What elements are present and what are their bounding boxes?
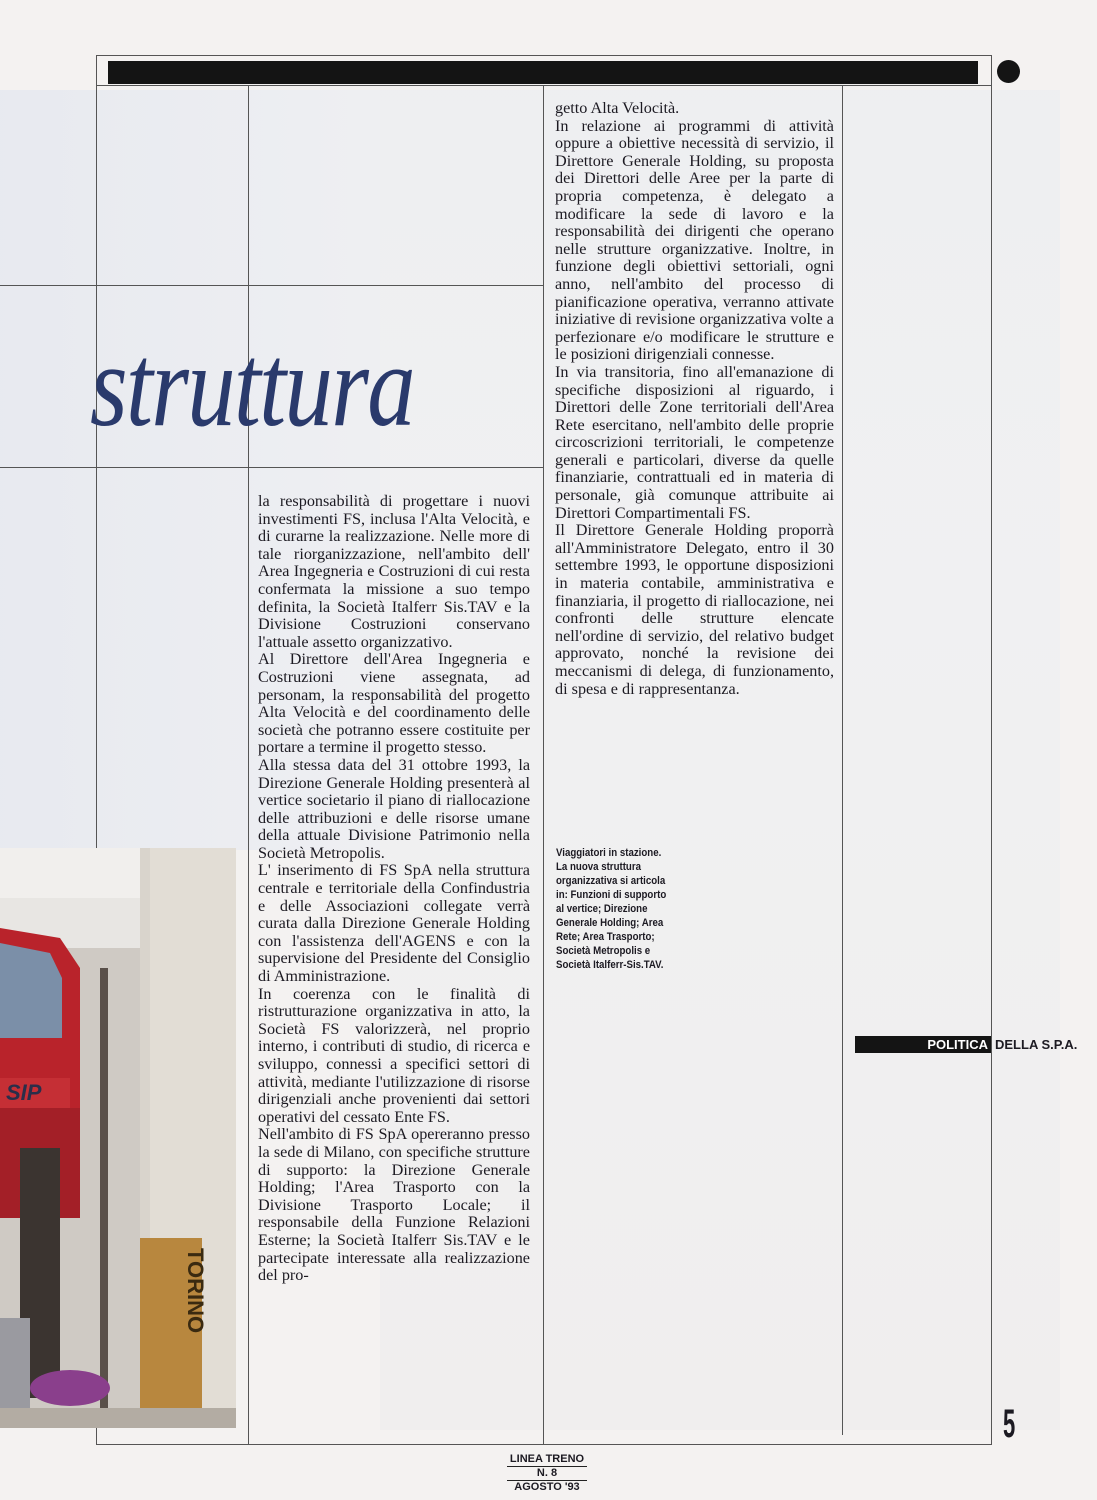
top-black-bar — [108, 61, 978, 84]
grid-line-h-top — [96, 85, 992, 86]
paragraph: In via transitoria, fino all'emanazione di specifiche disposizioni al riguardo, i Direttori delle Zone territoriali dell'Area Rete esercitano, nell'ambito delle proprie circoscrizioni territoriali, le competenze generali e particolari, diverse da quelle finanziarie, contrattuali ed in materia di personale, già comunque attribuite ai Direttori Compartimentali FS. — [555, 362, 834, 522]
footer-masthead — [507, 1453, 587, 1494]
paragraph: L' inserimento di FS SpA nella struttura centrale e territoriale della Confindustria e delle Associazioni collegate verrà curata dalla Direzione Generale Holding con l'assistenza dell'AGENS e con la supervisione del Presidente del Consiglio di Amministrazione. — [258, 861, 530, 986]
paragraph: In coerenza con le finalità di ristrutturazione organizzativa in atto, la Società FS valorizzerà, nel proprio interno, i contributi di studio, di ricerca e sviluppo, connessi a specifici settori di attività, mediante l'utilizzazione di risorse dirigenziali anche provenienti dai settori operativi del cessato Ente FS. — [258, 984, 530, 1126]
article-column-a — [258, 493, 530, 1285]
grid-line-h-upper — [0, 285, 543, 286]
section-tab — [855, 1036, 1092, 1053]
paragraph: Alla stessa data del 31 ottobre 1993, la Direzione Generale Holding presenterà al vertice societario il piano di riallocazione delle attribuzioni e delle risorse umane della attuale Divisione Patrimonio nella Società Metropolis. — [258, 755, 530, 862]
section-tab-rest: DELLA S.P.A. — [995, 1037, 1078, 1052]
paragraph: Il Direttore Generale Holding proporrà all'Amministratore Delegato, entro il 30 settembre 1993, le opportune disposizioni in materia contabile, amministrativa e finanziaria, il progetto di riallocazione, nei confronti delle strutture elencate nell'ordine di servizio, del relativo budget approvato, nonché la revisione dei meccanismi di delega, di funzionamento, di spesa e di rappresentanza. — [555, 521, 834, 698]
article-column-b — [555, 100, 834, 698]
station-photo-art — [0, 848, 236, 1428]
paragraph: Al Direttore dell'Area Ingegneria e Costruzioni viene assegnata, ad personam, la responsabilità del progetto Alta Velocità e del coordinamento delle società che potranno essere costituite per portare a termine il progetto stesso. — [258, 650, 530, 757]
headline: struttura — [90, 320, 415, 451]
photo-caption: Viaggiatori in stazione. La nuova struttura organizzativa si articola in: Funzioni di supporto al vertice; Direzione Generale Holding; Area Rete; Area Trasporto; Società Metropolis e Società Italferr-Sis.TAV. — [556, 847, 667, 971]
grid-line-h-lower — [0, 467, 543, 468]
sip-sign-text: SIP — [6, 1080, 42, 1105]
grid-line-v1 — [248, 85, 249, 1445]
paragraph: getto Alta Velocità. — [555, 99, 680, 117]
paragraph: la responsabilità di progettare i nuovi investimenti FS, inclusa l'Alta Velocità, e di curarne la realizzazione. Nelle more di tale riorganizzazione, nell'ambito dell' Area Ingegneria e Costruzioni di cui resta confermata la missione a suo tempo definita, la Società Italferr Sis.TAV e la Divisione Costruzioni conservano l'attuale assetto organizzativo. — [258, 492, 530, 651]
paragraph: Nell'ambito di FS SpA opereranno presso la sede di Milano, con specifiche strutture di supporto: la Direzione Generale Holding; l'Area Trasporto con la Divisione Trasporto Locale; il responsabile della Funzione Relazioni Esterne; la Società Italferr Sis.TAV e le partecipate interessate alla realizzazione del pro- — [258, 1125, 530, 1285]
crate-sign-text: TORINO — [183, 1248, 208, 1334]
grid-line-v3 — [842, 85, 843, 1435]
paragraph: In relazione ai programmi di attività oppure a obiettive necessità di servizio, il Direttore Generale Holding, su proposta dei Direttori delle Aree per la parte di propria competenza, è delegato a modificare la sede di lavoro e la responsabilità dei dirigenti che operano nelle strutture organizzative. Inoltre, in funzione degli obiettivi settoriali, ogni anno, nell'ambito del processo di pianificazione operativa, verranno attivate iniziative di revisione organizzativa volte a perfezionare e/o modificare le strutture e le posizioni dirigenziali connesse. — [555, 116, 834, 364]
footer-magazine: LINEA TRENO — [507, 1453, 587, 1467]
footer-date: AGOSTO '93 — [514, 1481, 580, 1493]
grid-line-v2 — [543, 85, 544, 1445]
station-photo — [0, 848, 236, 1428]
page-number: 5 — [1003, 1402, 1016, 1446]
corner-dot — [997, 60, 1020, 83]
footer-issue: N. 8 — [507, 1467, 587, 1481]
section-tab-highlight: POLITICA — [855, 1036, 991, 1053]
